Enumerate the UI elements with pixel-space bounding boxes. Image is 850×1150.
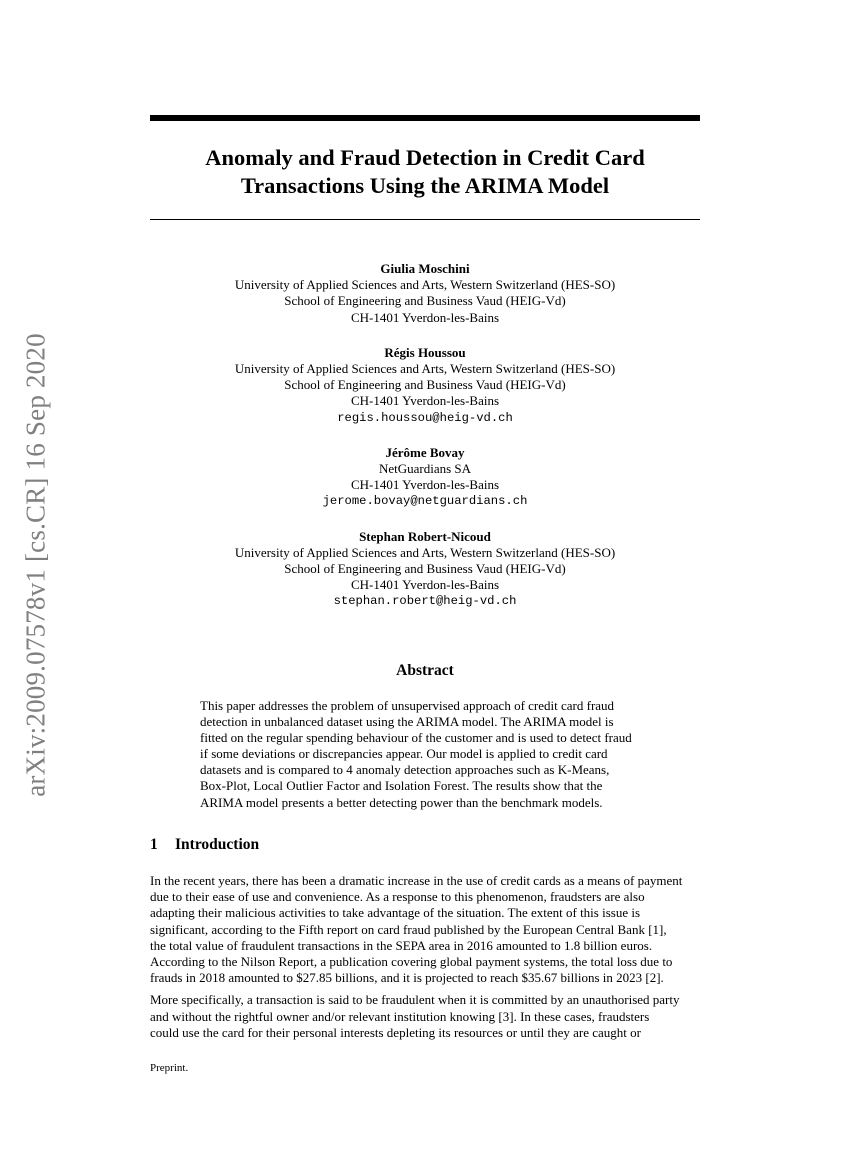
- author-block: [150, 261, 700, 326]
- author-email[interactable]: regis.houssou@heig-vd.ch: [337, 410, 513, 425]
- section-number: 1: [150, 836, 158, 853]
- title-bottom-rule: [150, 219, 700, 220]
- author-name: Régis Houssou: [384, 344, 466, 360]
- author-affiliation: University of Applied Sciences and Arts, Western Switzerland (HES-SO): [234, 361, 616, 377]
- title-line: Anomaly and Fraud Detection in Credit Card: [205, 145, 645, 170]
- text-line: According to the Nilson Report, a publication covering global payment systems, the total loss due to: [150, 954, 673, 970]
- text-line: could use the card for their personal interests depleting its resources or until they are caught or: [150, 1024, 641, 1040]
- abstract-line: fitted on the regular spending behaviour of the customer and is used to detect fraud: [200, 730, 632, 746]
- abstract-body: [200, 698, 652, 811]
- abstract-line: detection in unbalanced dataset using the ARIMA model. The ARIMA model is: [200, 714, 614, 730]
- paragraph: [150, 992, 702, 1041]
- author-name: Giulia Moschini: [380, 261, 470, 276]
- author-affiliation: School of Engineering and Business Vaud (HEIG-Vd): [284, 377, 566, 393]
- text-line: adapting their malicious activities to take advantage of the situation. The extent of this issue is: [150, 905, 641, 921]
- arxiv-identifier-stamp: arXiv:2009.07578v1 [cs.CR] 16 Sep 2020: [20, 333, 51, 797]
- text-line: due to their ease of use and convenience. As a response to this phenomenon, fraudsters are also: [150, 889, 645, 905]
- abstract-line: datasets and is compared to 4 anomaly detection approaches such as K-Means,: [200, 762, 610, 778]
- title-top-rule: [150, 115, 700, 121]
- section-title: Introduction: [175, 836, 260, 853]
- text-line: More specifically, a transaction is said to be fraudulent when it is committed by an unauthorised party: [150, 992, 680, 1008]
- author-affiliation: NetGuardians SA: [378, 461, 472, 477]
- author-address: CH-1401 Yverdon-les-Bains: [350, 309, 500, 325]
- author-list: [150, 261, 700, 629]
- introduction-body: [150, 873, 702, 1047]
- author-block: [150, 345, 700, 426]
- paper-title: [150, 144, 700, 200]
- author-name: Jérôme Bovay: [385, 444, 465, 460]
- author-email[interactable]: stephan.robert@heig-vd.ch: [333, 594, 517, 609]
- text-line: frauds in 2018 amounted to $27.85 billions, and it is projected to reach $35.67 billions in 2023 [2].: [150, 970, 664, 986]
- author-block: [150, 445, 700, 510]
- author-affiliation: University of Applied Sciences and Arts, Western Switzerland (HES-SO): [234, 544, 616, 560]
- paragraph: [150, 873, 702, 986]
- abstract-line: if some deviations or discrepancies appear. Our model is applied to credit card: [200, 746, 608, 762]
- section-heading: [150, 836, 259, 854]
- abstract-line: Box-Plot, Local Outlier Factor and Isolation Forest. The results show that the: [200, 778, 603, 794]
- text-line: and without the rightful owner and/or relevant institution knowing [3]. In these cases, fraudsters: [150, 1008, 650, 1024]
- author-address: CH-1401 Yverdon-les-Bains: [350, 393, 500, 409]
- abstract-line: This paper addresses the problem of unsupervised approach of credit card fraud: [200, 698, 615, 713]
- text-line: the total value of fraudulent transactions in the SEPA area in 2016 amounted to 1.8 billion euros.: [150, 937, 653, 953]
- text-line: In the recent years, there has been a dramatic increase in the use of credit cards as a means of payment: [150, 873, 683, 888]
- author-email[interactable]: jerome.bovay@netguardians.ch: [322, 494, 528, 509]
- text-line: significant, according to the Fifth report on card fraud published by the European Central Bank [1],: [150, 921, 667, 937]
- author-block: [150, 529, 700, 610]
- preprint-footer: Preprint.: [150, 1062, 189, 1074]
- author-name: Stephan Robert-Nicoud: [359, 528, 491, 544]
- author-affiliation: School of Engineering and Business Vaud (HEIG-Vd): [284, 561, 566, 577]
- author-address: CH-1401 Yverdon-les-Bains: [350, 477, 500, 493]
- author-affiliation: School of Engineering and Business Vaud (HEIG-Vd): [284, 293, 566, 309]
- abstract-line: ARIMA model presents a better detecting power than the benchmark models.: [200, 794, 603, 810]
- author-address: CH-1401 Yverdon-les-Bains: [350, 577, 500, 593]
- abstract-heading: Abstract: [396, 662, 454, 679]
- title-line: Transactions Using the ARIMA Model: [240, 173, 610, 198]
- author-affiliation: University of Applied Sciences and Arts, Western Switzerland (HES-SO): [234, 277, 616, 293]
